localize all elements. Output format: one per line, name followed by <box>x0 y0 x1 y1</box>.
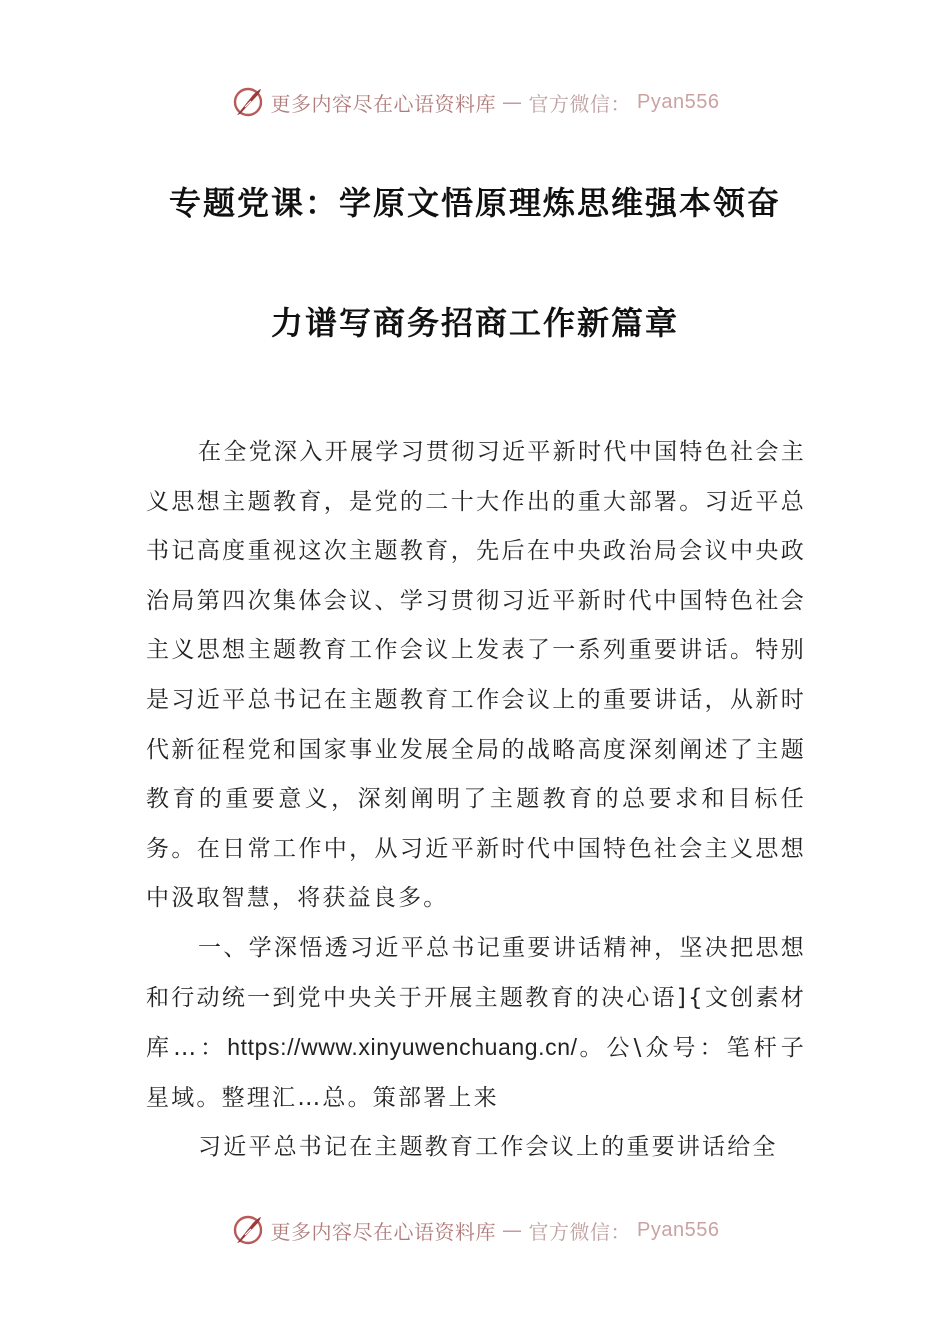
banner-wechat-id: Pyan556 <box>637 90 720 113</box>
banner-separator: — <box>502 1218 523 1242</box>
banner-library-text: 更多内容尽在心语资料库 <box>270 91 497 116</box>
document-body <box>146 428 806 1173</box>
document-title-line-1: 专题党课：学原文悟原理炼思维强本领奋 <box>168 184 781 222</box>
banner-wechat-id: Pyan556 <box>637 1218 720 1241</box>
paragraph-2-lead: 一、学深悟透习近平总书记重要讲话精神，坚决把思想和行动统一到党中央关于开展主题教育的决心语]{文创素材库…： <box>146 934 806 1062</box>
quill-logo-icon <box>231 1213 265 1247</box>
body-paragraph-3: 习近平总书记在主题教育工作会议上的重要讲话给全 <box>198 1134 778 1161</box>
banner-official-label: 官方微信： <box>528 91 632 116</box>
source-url-link[interactable]: https://www.xinyuwenchuang.cn/ <box>227 1034 578 1061</box>
header-watermark <box>0 82 950 122</box>
banner-separator: — <box>502 90 523 114</box>
banner-official-label: 官方微信： <box>528 1219 632 1244</box>
footer-watermark <box>0 1210 950 1250</box>
document-title-line-2: 力谱写商务招商工作新篇章 <box>270 304 679 342</box>
body-paragraph-2 <box>146 924 806 1123</box>
body-paragraph-1: 在全党深入开展学习贯彻习近平新时代中国特色社会主义思想主题教育，是党的二十大作出的重大部署。习近平总书记高度重视这次主题教育，先后在中央政治局会议中央政治局第四次集体会议、学习贯彻习近平新时代中国特色社会主义思想主题教育工作会议上发表了一系列重要讲话。特别是习近平总书记在主题教育工作会议上的重要讲话，从新时代新征程党和国家事业发展全局的战略高度深刻阐述了主题教育的重要意义，深刻阐明了主题教育的总要求和目标任务。在日常工作中，从习近平新时代中国特色社会主义思想中汲取智慧，将获益良多。 <box>146 439 806 912</box>
paragraph-2-tail: 。公\众号：笔杆子星域。整理汇…总。策部署上来 <box>146 1035 806 1111</box>
quill-logo-icon <box>231 85 265 119</box>
banner-library-text: 更多内容尽在心语资料库 <box>270 1219 497 1244</box>
